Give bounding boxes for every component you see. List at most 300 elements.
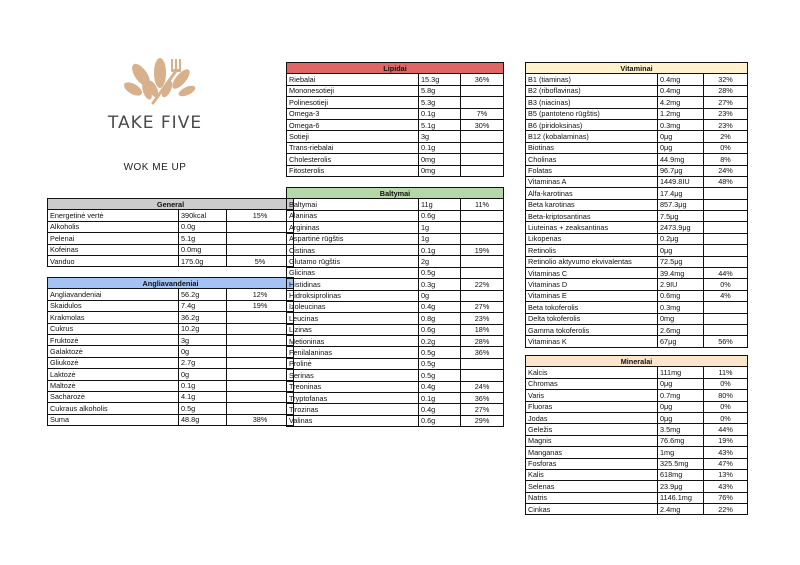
nutrient-amount: 857.3μg [658, 199, 704, 210]
nutrient-percent: 29% [461, 415, 504, 426]
nutrient-amount: 0g [419, 290, 461, 301]
nutrient-amount: 1146.1mg [658, 492, 704, 503]
nutrient-amount: 0.1g [419, 142, 461, 153]
nutrient-percent [227, 312, 294, 323]
nutrient-name: Vitaminas A [526, 176, 658, 187]
nutrient-amount: 0μg [658, 412, 704, 423]
nutrient-percent: 48% [704, 176, 748, 187]
nutrient-percent: 44% [704, 424, 748, 435]
nutrient-amount: 0.1g [179, 380, 227, 391]
mineralai-title: Mineralai [526, 356, 748, 367]
nutrient-amount: 2.6mg [658, 324, 704, 335]
nutrient-percent: 0% [704, 412, 748, 423]
nutrient-name: Delta tokoferolis [526, 313, 658, 324]
nutrient-amount: 1g [419, 222, 461, 233]
nutrient-percent [227, 391, 294, 402]
nutrient-percent: 30% [461, 119, 504, 130]
nutrient-percent: 12% [227, 289, 294, 300]
nutrient-name: Polinesotieji [287, 97, 419, 108]
nutrient-amount: 0μg [658, 142, 704, 153]
nutrient-amount: 175.0g [179, 255, 227, 266]
nutrient-amount: 0.0g [179, 221, 227, 232]
nutrient-name: Kalcis [526, 367, 658, 378]
nutrient-name: Selenas [526, 481, 658, 492]
nutrient-amount: 44.9mg [658, 154, 704, 165]
table-row [526, 492, 748, 503]
nutrient-percent: 23% [461, 313, 504, 324]
nutrient-percent: 4% [704, 290, 748, 301]
nutrient-percent: 19% [704, 435, 748, 446]
nutrient-name: Pelenai [48, 233, 179, 244]
table-row [287, 381, 504, 392]
nutrient-amount: 4.2mg [658, 97, 704, 108]
nutrient-name: Cinkas [526, 504, 658, 515]
table-row [526, 290, 748, 301]
nutrient-amount: 67μg [658, 336, 704, 347]
nutrient-amount: 76.6mg [658, 435, 704, 446]
table-row [526, 97, 748, 108]
nutrient-name: Sotieji [287, 131, 419, 142]
nutrient-name: Krakmolas [48, 312, 179, 323]
nutrient-name: Omega-3 [287, 108, 419, 119]
nutrient-name: Energetinė vertė [48, 210, 179, 221]
table-row [287, 85, 504, 96]
table-row [526, 313, 748, 324]
nutrient-name: Treoninas [287, 381, 419, 392]
table-row [526, 469, 748, 480]
nutrient-amount: 0.1g [419, 244, 461, 255]
nutrient-amount: 618mg [658, 469, 704, 480]
table-row [526, 324, 748, 335]
vitaminai-table [525, 62, 748, 348]
nutrient-name: Kalis [526, 469, 658, 480]
nutrient-name: Magnis [526, 435, 658, 446]
nutrient-percent [461, 233, 504, 244]
table-row [287, 324, 504, 335]
nutrient-amount: 0.5g [419, 358, 461, 369]
nutrient-name: B3 (niacinas) [526, 97, 658, 108]
nutrient-amount: 56.2g [179, 289, 227, 300]
nutrient-percent: 22% [704, 504, 748, 515]
nutrient-percent [704, 211, 748, 222]
nutrient-percent: 56% [704, 336, 748, 347]
nutrient-percent [461, 97, 504, 108]
nutrient-percent [704, 256, 748, 267]
table-row [526, 378, 748, 389]
nutrient-amount: 11g [419, 199, 461, 210]
nutrient-name: Hidroksiprolinas [287, 290, 419, 301]
nutrient-name: Manganas [526, 447, 658, 458]
nutrient-amount: 0mg [658, 313, 704, 324]
nutrient-amount: 48.8g [179, 414, 227, 425]
dish-title: WOK ME UP [123, 162, 187, 173]
nutrient-amount: 0.4mg [658, 74, 704, 85]
nutrient-name: Histidinas [287, 279, 419, 290]
nutrient-percent [461, 131, 504, 142]
nutrient-percent: 18% [461, 324, 504, 335]
table-row [526, 119, 748, 130]
nutrient-name: Vitaminas K [526, 336, 658, 347]
nutrient-amount: 390kcal [179, 210, 227, 221]
table-row [48, 334, 294, 345]
nutrient-amount: 39.4mg [658, 268, 704, 279]
nutrient-amount: 0.5g [179, 403, 227, 414]
table-row [287, 222, 504, 233]
table-row [526, 233, 748, 244]
nutrient-name: Skaidulos [48, 300, 179, 311]
nutrient-percent: 23% [704, 108, 748, 119]
nutrient-amount: 0.6mg [658, 290, 704, 301]
nutrient-amount: 0.6g [419, 324, 461, 335]
nutrient-name: Galaktozė [48, 346, 179, 357]
nutrient-name: B1 (tiaminas) [526, 74, 658, 85]
nutrient-percent: 43% [704, 447, 748, 458]
nutrient-amount: 0μg [658, 131, 704, 142]
nutrient-name: Cistinas [287, 244, 419, 255]
table-row [526, 481, 748, 492]
mineralai-table [525, 355, 748, 515]
table-row [287, 97, 504, 108]
nutrient-name: Cholinas [526, 154, 658, 165]
nutrient-amount: 0.2μg [658, 233, 704, 244]
table-row [526, 142, 748, 153]
nutrient-name: Vanduo [48, 255, 179, 266]
table-row [287, 256, 504, 267]
nutrient-name: Likopenas [526, 233, 658, 244]
wheat-fork-logo-icon [123, 55, 197, 105]
table-row [526, 245, 748, 256]
nutrient-percent: 76% [704, 492, 748, 503]
table-row [287, 74, 504, 85]
nutrient-percent [461, 267, 504, 278]
nutrient-amount: 0.6g [419, 210, 461, 221]
nutrient-amount: 36.2g [179, 312, 227, 323]
nutrient-percent [704, 245, 748, 256]
nutrient-amount: 0μg [658, 401, 704, 412]
nutrient-amount: 0.5g [419, 370, 461, 381]
nutrient-amount: 0mg [419, 165, 461, 176]
nutrient-amount: 0.0mg [179, 244, 227, 255]
table-row [526, 165, 748, 176]
nutrient-percent: 0% [704, 401, 748, 412]
nutrient-name: B5 (pantoteno rūgštis) [526, 108, 658, 119]
nutrient-name: Kofeinas [48, 244, 179, 255]
nutrient-amount: 0mg [419, 154, 461, 165]
nutrient-percent [227, 233, 294, 244]
nutrient-percent [461, 358, 504, 369]
nutrient-amount: 2g [419, 256, 461, 267]
table-row [48, 300, 294, 311]
nutrient-amount: 5.3g [419, 97, 461, 108]
nutrient-percent: 47% [704, 458, 748, 469]
nutrient-name: Valinas [287, 415, 419, 426]
table-row [526, 74, 748, 85]
nutrient-name: B6 (piridoksinas) [526, 119, 658, 130]
nutrient-percent [461, 85, 504, 96]
nutrient-name: Geležis [526, 424, 658, 435]
nutrient-amount: 0.3g [419, 279, 461, 290]
table-row [48, 244, 294, 255]
nutrient-amount: 10.2g [179, 323, 227, 334]
table-row [287, 267, 504, 278]
nutrient-name: Lizinas [287, 324, 419, 335]
nutrient-name: Varis [526, 390, 658, 401]
table-row [526, 85, 748, 96]
nutrient-amount: 17.4μg [658, 188, 704, 199]
table-row [287, 347, 504, 358]
nutrient-amount: 0.4g [419, 301, 461, 312]
nutrient-percent [227, 403, 294, 414]
nutrient-percent [704, 324, 748, 335]
table-row [287, 244, 504, 255]
nutrient-name: Retinolis [526, 245, 658, 256]
general-table [47, 198, 294, 267]
lipidai-table [286, 62, 504, 177]
table-row [287, 313, 504, 324]
nutrient-percent [227, 380, 294, 391]
nutrient-name: Alfa-karotinas [526, 188, 658, 199]
nutrient-amount: 111mg [658, 367, 704, 378]
nutrient-percent: 24% [704, 165, 748, 176]
table-row [287, 210, 504, 221]
angliavandeniai-table [47, 277, 294, 426]
table-row [287, 142, 504, 153]
nutrient-name: Riebalai [287, 74, 419, 85]
nutrient-amount: 0.2g [419, 336, 461, 347]
nutrient-percent [461, 165, 504, 176]
nutrient-amount: 3g [419, 131, 461, 142]
table-row [287, 131, 504, 142]
nutrient-percent: 43% [704, 481, 748, 492]
nutrient-percent: 27% [461, 404, 504, 415]
nutrient-percent [704, 302, 748, 313]
table-row [48, 289, 294, 300]
nutrient-percent: 80% [704, 390, 748, 401]
nutrient-name: Izoleucinas [287, 301, 419, 312]
nutrient-name: Fluoras [526, 401, 658, 412]
nutrient-amount: 0.4g [419, 404, 461, 415]
table-row [48, 312, 294, 323]
table-row [48, 403, 294, 414]
table-row [48, 346, 294, 357]
nutrient-percent: 27% [461, 301, 504, 312]
nutrient-name: Metioninas [287, 336, 419, 347]
table-row [526, 176, 748, 187]
nutrient-amount: 23.9μg [658, 481, 704, 492]
nutrient-percent: 11% [704, 367, 748, 378]
nutrient-amount: 1.2mg [658, 108, 704, 119]
nutrient-name: Suma [48, 414, 179, 425]
table-row [526, 302, 748, 313]
table-row [526, 458, 748, 469]
brand-logo [105, 55, 215, 105]
nutrient-amount: 0.3mg [658, 119, 704, 130]
nutrient-name: Mononesotieji [287, 85, 419, 96]
nutrient-name: Alkoholis [48, 221, 179, 232]
nutrient-name: B12 (kobalaminas) [526, 131, 658, 142]
nutrient-percent [461, 222, 504, 233]
table-row [48, 391, 294, 402]
brand-name: TAKE FIVE [107, 113, 203, 133]
nutrient-amount: 0.1g [419, 108, 461, 119]
nutrient-percent [227, 323, 294, 334]
nutrient-percent [461, 290, 504, 301]
table-row [48, 323, 294, 334]
table-row [526, 401, 748, 412]
nutrient-amount: 2.7g [179, 357, 227, 368]
table-row [526, 447, 748, 458]
table-row [287, 154, 504, 165]
nutrient-percent: 8% [704, 154, 748, 165]
nutrient-name: Chromas [526, 378, 658, 389]
nutrient-amount: 0.5g [419, 267, 461, 278]
nutrient-percent [461, 142, 504, 153]
table-row [287, 108, 504, 119]
nutrient-percent: 28% [461, 336, 504, 347]
nutrient-name: Glutamo rūgštis [287, 256, 419, 267]
table-row [526, 279, 748, 290]
nutrient-name: Omega-6 [287, 119, 419, 130]
nutrient-name: Argininas [287, 222, 419, 233]
nutrient-name: Glicinas [287, 267, 419, 278]
table-row [287, 279, 504, 290]
nutrient-amount: 0.6g [419, 415, 461, 426]
nutrient-name: Sacharozė [48, 391, 179, 402]
nutrient-percent: 32% [704, 74, 748, 85]
table-row [526, 367, 748, 378]
nutrient-amount: 0.4mg [658, 85, 704, 96]
table-row [526, 336, 748, 347]
table-row [526, 424, 748, 435]
table-row [287, 301, 504, 312]
nutrient-percent: 22% [461, 279, 504, 290]
nutrient-amount: 0μg [658, 245, 704, 256]
table-row [526, 211, 748, 222]
nutrient-amount: 15.3g [419, 74, 461, 85]
nutrient-name: Prolinė [287, 358, 419, 369]
table-row [287, 370, 504, 381]
nutrient-name: Cholesterolis [287, 154, 419, 165]
nutrient-amount: 0.1g [419, 393, 461, 404]
table-row [287, 199, 504, 210]
nutrient-percent [704, 313, 748, 324]
table-row [526, 256, 748, 267]
nutrient-percent: 19% [461, 244, 504, 255]
table-row [287, 336, 504, 347]
nutrient-amount: 0.4g [419, 381, 461, 392]
table-row [287, 393, 504, 404]
nutrient-name: Angliavandeniai [48, 289, 179, 300]
nutrient-percent [227, 369, 294, 380]
nutrient-name: Leucinas [287, 313, 419, 324]
nutrient-percent: 15% [227, 210, 294, 221]
nutrient-percent: 36% [461, 74, 504, 85]
nutrient-amount: 0.7mg [658, 390, 704, 401]
nutrient-name: Cukrus [48, 323, 179, 334]
nutrient-name: Aspartinė rūgštis [287, 233, 419, 244]
nutrient-percent [461, 370, 504, 381]
table-row [526, 154, 748, 165]
nutrient-amount: 0.3mg [658, 302, 704, 313]
nutrient-amount: 3g [179, 334, 227, 345]
table-row [526, 199, 748, 210]
table-row [526, 188, 748, 199]
nutrient-percent [461, 256, 504, 267]
table-row [287, 415, 504, 426]
nutrient-percent [227, 221, 294, 232]
table-row [48, 357, 294, 368]
nutrient-percent [704, 222, 748, 233]
nutrient-amount: 5.8g [419, 85, 461, 96]
nutrient-name: Gliukozė [48, 357, 179, 368]
nutrient-name: Trans-riebalai [287, 142, 419, 153]
nutrient-percent: 36% [461, 347, 504, 358]
nutrient-percent: 19% [227, 300, 294, 311]
nutrient-percent [461, 210, 504, 221]
table-row [526, 390, 748, 401]
vitaminai-title: Vitaminai [526, 63, 748, 74]
nutrient-percent [227, 346, 294, 357]
nutrient-amount: 1449.8IU [658, 176, 704, 187]
nutrient-amount: 2.9IU [658, 279, 704, 290]
nutrient-percent: 5% [227, 255, 294, 266]
nutrient-percent: 2% [704, 131, 748, 142]
table-row [287, 165, 504, 176]
baltymai-title: Baltymai [287, 188, 504, 199]
nutrient-name: Fruktozė [48, 334, 179, 345]
nutrient-percent: 28% [704, 85, 748, 96]
nutrient-name: Beta tokoferolis [526, 302, 658, 313]
table-row [526, 504, 748, 515]
nutrient-percent: 7% [461, 108, 504, 119]
nutrient-amount: 3.5mg [658, 424, 704, 435]
nutrient-percent [461, 154, 504, 165]
table-row [526, 268, 748, 279]
nutrient-percent: 13% [704, 469, 748, 480]
nutrient-amount: 2473.9μg [658, 222, 704, 233]
nutrient-name: Fosforas [526, 458, 658, 469]
nutrient-name: Retinolio aktyvumo ekvivalentas [526, 256, 658, 267]
nutrient-amount: 0.8g [419, 313, 461, 324]
nutrient-amount: 0g [179, 346, 227, 357]
nutrient-amount: 0g [179, 369, 227, 380]
nutrient-name: Fitosterolis [287, 165, 419, 176]
nutrient-name: Tryptofanas [287, 393, 419, 404]
nutrient-percent [227, 357, 294, 368]
nutrient-name: Folatas [526, 165, 658, 176]
table-row [526, 108, 748, 119]
nutrient-amount: 0μg [658, 378, 704, 389]
lipidai-title: Lipidai [287, 63, 504, 74]
table-row [287, 233, 504, 244]
general-title: General [48, 199, 294, 210]
nutrient-amount: 0.5g [419, 347, 461, 358]
nutrient-amount: 7.4g [179, 300, 227, 311]
nutrient-percent [227, 334, 294, 345]
nutrient-percent: 0% [704, 142, 748, 153]
baltymai-table [286, 187, 504, 427]
table-row [526, 131, 748, 142]
nutrient-percent: 0% [704, 279, 748, 290]
table-row [287, 358, 504, 369]
nutrient-percent: 36% [461, 393, 504, 404]
table-row [287, 290, 504, 301]
nutrient-name: Beta-kriptosantinas [526, 211, 658, 222]
table-row [287, 404, 504, 415]
nutrient-amount: 72.5μg [658, 256, 704, 267]
table-row [526, 412, 748, 423]
nutrient-name: Natris [526, 492, 658, 503]
